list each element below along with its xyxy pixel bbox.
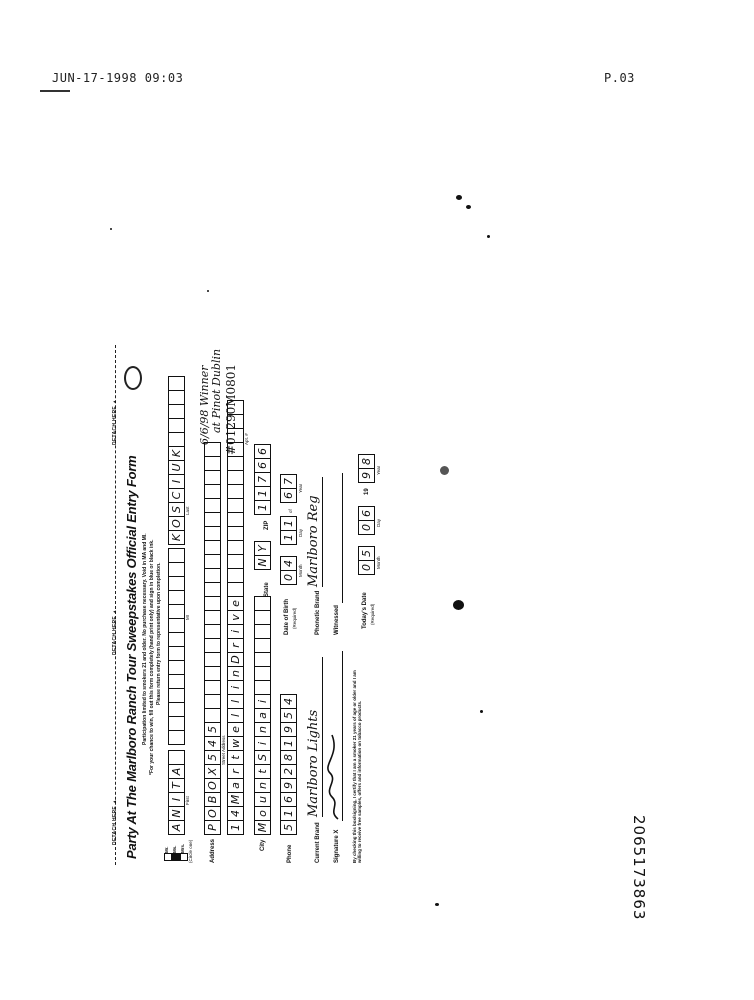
first-label: First [185, 796, 190, 805]
entry-box[interactable]: I [168, 792, 185, 807]
header-scratch [40, 90, 70, 92]
entry-box[interactable]: 5 [204, 722, 221, 737]
entry-box[interactable]: r [227, 764, 244, 779]
scan-speck [466, 205, 471, 209]
scan-speck [207, 290, 209, 292]
entry-box[interactable]: 5 [280, 708, 297, 723]
entry-box[interactable]: 5 [358, 546, 375, 561]
entry-box[interactable]: 1 [227, 820, 244, 835]
entry-box[interactable]: 1 [280, 806, 297, 821]
entry-box[interactable]: 6 [358, 506, 375, 521]
entry-box-empty[interactable] [204, 512, 221, 527]
dob-year-boxes[interactable] [280, 475, 297, 503]
entry-box[interactable]: 0 [358, 560, 375, 575]
month-label: Month [298, 564, 303, 577]
entry-box-empty[interactable] [227, 568, 244, 583]
entry-box-empty[interactable] [254, 610, 271, 625]
entry-box[interactable]: N [168, 806, 185, 821]
scan-speck [480, 710, 483, 713]
entry-box-empty[interactable] [168, 702, 185, 717]
address-label: Address [210, 838, 216, 863]
entry-box[interactable]: 4 [227, 806, 244, 821]
entry-box-empty[interactable] [168, 548, 185, 563]
document-number: 2065173863 [630, 815, 648, 921]
today-year-boxes[interactable] [358, 455, 375, 483]
witnessed-line [342, 473, 343, 603]
label-mr: Mr. [164, 846, 169, 853]
entry-box[interactable]: A [168, 764, 185, 779]
entry-box-empty[interactable] [204, 652, 221, 667]
entry-box[interactable]: K [168, 446, 185, 461]
entry-box-empty[interactable] [204, 624, 221, 639]
todays-date-required: (Required) [370, 603, 375, 625]
entry-box[interactable]: A [168, 820, 185, 835]
entry-box[interactable]: N [254, 555, 271, 570]
entry-box-empty[interactable] [168, 590, 185, 605]
entry-box-empty[interactable] [168, 750, 185, 765]
entry-box-empty[interactable] [227, 456, 244, 471]
entry-box[interactable]: 0 [280, 570, 297, 585]
entry-box-empty[interactable] [168, 404, 185, 419]
entry-box[interactable]: 2 [280, 764, 297, 779]
entry-box[interactable]: 8 [280, 750, 297, 765]
detach-label: DETACH HERE ▲ [112, 609, 118, 655]
entry-box[interactable]: 1 [280, 736, 297, 751]
entry-box[interactable]: v [227, 610, 244, 625]
entry-box-empty[interactable] [204, 582, 221, 597]
entry-box-empty[interactable] [168, 674, 185, 689]
today-day-boxes[interactable] [358, 507, 375, 535]
scan-speck [110, 228, 112, 230]
entry-box-empty[interactable] [204, 540, 221, 555]
phonetic-brand-label: Phonetic Brand [315, 590, 321, 635]
state-label: State [264, 582, 270, 597]
entry-box[interactable]: 8 [358, 454, 375, 469]
entry-box[interactable]: C [168, 488, 185, 503]
entry-box-empty[interactable] [168, 376, 185, 391]
entry-box[interactable]: M [254, 820, 271, 835]
checkbox-mr[interactable] [164, 853, 172, 861]
entry-box[interactable]: Y [254, 541, 271, 556]
entry-box-empty[interactable] [168, 730, 185, 745]
entry-box[interactable]: 5 [204, 750, 221, 765]
entry-box[interactable]: D [227, 652, 244, 667]
entry-box[interactable]: S [168, 502, 185, 517]
street-address-2-boxes[interactable] [227, 401, 244, 835]
entry-box[interactable]: O [204, 806, 221, 821]
dob-required: (Required) [292, 607, 297, 629]
current-brand-label: Current Brand [315, 822, 321, 863]
fax-datetime: JUN-17-1998 09:03 [52, 71, 184, 85]
today-month-label: Month [376, 556, 381, 569]
first-name-extra [168, 549, 185, 745]
entry-box[interactable]: n [254, 778, 271, 793]
label-mrs: Mrs. [180, 843, 185, 853]
entry-box[interactable]: T [168, 778, 185, 793]
entry-box-empty[interactable] [204, 554, 221, 569]
entry-box-empty[interactable] [168, 716, 185, 731]
entry-box-empty[interactable] [168, 432, 185, 447]
dob-label: Date of Birth [284, 599, 290, 635]
entry-box-empty[interactable] [204, 470, 221, 485]
last-label: Last [185, 506, 190, 515]
fine-print-3: Please return entry form to representative upon completion. [156, 562, 162, 705]
entry-box[interactable]: w [227, 736, 244, 751]
form-title: Party At The Marlboro Ranch Tour Sweepstakes Official Entry Form [124, 455, 139, 859]
entry-box-empty[interactable] [168, 562, 185, 577]
apt-label: Apt. # [244, 433, 249, 445]
entry-box-empty[interactable] [254, 596, 271, 611]
entry-box-empty[interactable] [204, 498, 221, 513]
entry-box-empty[interactable] [254, 666, 271, 681]
fine-print-2: *For your chance to win, fill out this form completely (hand print only) and sign in blue or black ink. [149, 539, 155, 775]
scan-speck [487, 235, 490, 238]
entry-box[interactable]: 1 [254, 486, 271, 501]
street-label: Street Address [221, 735, 226, 765]
first-name-boxes[interactable] [168, 751, 185, 835]
entry-box-empty[interactable] [168, 390, 185, 405]
entry-box-empty[interactable] [204, 610, 221, 625]
entry-box-empty[interactable] [227, 554, 244, 569]
entry-box[interactable]: i [227, 680, 244, 695]
entry-box[interactable]: l [227, 708, 244, 723]
signature-scribble[interactable] [326, 731, 342, 821]
entry-box[interactable]: X [204, 764, 221, 779]
zip-label: ZIP [264, 520, 270, 530]
city-label: City [260, 839, 266, 851]
entry-box[interactable]: 9 [280, 722, 297, 737]
entry-box-empty[interactable] [204, 708, 221, 723]
entry-box-empty[interactable] [227, 470, 244, 485]
entry-box[interactable]: e [227, 596, 244, 611]
annotation-winner: 6/6/98 Winner [198, 365, 211, 445]
entry-box[interactable]: 0 [358, 520, 375, 535]
entry-box[interactable]: 4 [280, 694, 297, 709]
circle-one-label: (Circle one) [188, 839, 193, 863]
entry-box-empty[interactable] [204, 638, 221, 653]
signature-label: Signature X [334, 829, 340, 863]
signature-line [342, 651, 343, 821]
entry-box[interactable]: 9 [280, 778, 297, 793]
day-label: Day [298, 528, 303, 537]
city-boxes[interactable] [254, 597, 271, 835]
entry-box-empty[interactable] [204, 526, 221, 541]
of-label: of [288, 509, 293, 513]
entry-box[interactable]: U [168, 460, 185, 475]
fax-page-number: P.03 [604, 71, 635, 85]
entry-box[interactable]: t [254, 764, 271, 779]
witnessed-label: Witnessed [334, 605, 340, 635]
legal-text: By checking this box/signing, I certify that I am a smoker 21 years of age or older and I am willing to receive free samples, offers and information on tobacco products. [352, 670, 362, 863]
entry-box[interactable]: I [168, 474, 185, 489]
entry-box-empty[interactable] [227, 540, 244, 555]
entry-box[interactable]: 6 [280, 488, 297, 503]
entry-box-empty[interactable] [227, 512, 244, 527]
checkbox-mrs[interactable] [180, 853, 188, 861]
entry-box[interactable]: i [254, 736, 271, 751]
entry-box[interactable]: 7 [254, 472, 271, 487]
detach-label: DETACH HERE ▲ [112, 799, 118, 845]
entry-box[interactable]: M [227, 792, 244, 807]
entry-box-empty[interactable] [168, 646, 185, 661]
entry-box-empty[interactable] [204, 666, 221, 681]
entry-box-empty[interactable] [227, 582, 244, 597]
entry-box[interactable]: a [227, 778, 244, 793]
todays-date-label: Today's Date [362, 592, 368, 629]
entry-box-empty[interactable] [254, 652, 271, 667]
entry-box-empty[interactable] [168, 618, 185, 633]
entry-box[interactable]: P [204, 820, 221, 835]
entry-box-empty[interactable] [204, 694, 221, 709]
checkbox-ms[interactable] [172, 853, 180, 861]
entry-box[interactable]: 4 [204, 736, 221, 751]
entry-box-empty[interactable] [168, 660, 185, 675]
annotation-location: at Pinot Dublin [210, 348, 223, 433]
entry-box[interactable]: 1 [280, 530, 297, 545]
entry-box[interactable]: 1 [254, 500, 271, 515]
entry-box-empty[interactable] [227, 484, 244, 499]
annotation-code: #01290M0801 [224, 363, 238, 455]
entry-box[interactable]: O [204, 778, 221, 793]
street-address-1-boxes[interactable] [204, 443, 221, 835]
entry-box-empty[interactable] [254, 680, 271, 695]
scan-speck [456, 195, 462, 200]
entry-box-empty[interactable] [168, 688, 185, 703]
entry-box[interactable]: 6 [280, 792, 297, 807]
phone-label: Phone [287, 844, 293, 863]
phonetic-brand-line [322, 477, 323, 587]
last-name-boxes[interactable] [168, 377, 185, 545]
entry-box-empty[interactable] [254, 624, 271, 639]
zip-boxes[interactable] [254, 445, 271, 515]
entry-box-empty[interactable] [204, 484, 221, 499]
mi-label: MI [185, 615, 190, 620]
entry-box[interactable]: l [227, 694, 244, 709]
entry-box[interactable]: 9 [358, 468, 375, 483]
current-brand-line [322, 657, 323, 817]
entry-box[interactable]: a [254, 708, 271, 723]
entry-box-empty[interactable] [204, 680, 221, 695]
century-label: 19 [364, 488, 370, 495]
current-brand-value[interactable]: Marlboro Lights [306, 709, 321, 817]
year-label: Year [298, 483, 303, 493]
entry-box-empty[interactable] [254, 638, 271, 653]
today-day-label: Day [376, 518, 381, 527]
entry-box-empty[interactable] [168, 632, 185, 647]
entry-box[interactable]: u [254, 792, 271, 807]
entry-box[interactable]: B [204, 792, 221, 807]
entry-form [112, 345, 632, 863]
today-month-boxes[interactable] [358, 547, 375, 575]
entry-box-empty[interactable] [168, 604, 185, 619]
entry-box-empty[interactable] [227, 498, 244, 513]
entry-box[interactable]: n [254, 722, 271, 737]
entry-box[interactable]: S [254, 750, 271, 765]
entry-box[interactable]: o [254, 806, 271, 821]
entry-box[interactable]: i [254, 694, 271, 709]
entry-box-empty[interactable] [227, 526, 244, 541]
entry-box[interactable]: 1 [280, 516, 297, 531]
entry-box-empty[interactable] [204, 596, 221, 611]
entry-box-empty[interactable] [204, 568, 221, 583]
entry-box[interactable]: K [168, 530, 185, 545]
today-year-label: Year [376, 465, 381, 475]
entry-box[interactable]: r [227, 638, 244, 653]
entry-box-empty[interactable] [168, 576, 185, 591]
detach-label: DETACH HERE ▲ [112, 399, 118, 445]
dob-month-boxes[interactable] [280, 557, 297, 585]
entry-box[interactable]: 6 [254, 444, 271, 459]
entry-box[interactable]: 6 [254, 458, 271, 473]
phone-boxes[interactable] [280, 695, 297, 835]
phonetic-brand-value[interactable]: Marlboro Reg [306, 495, 321, 587]
entry-box[interactable]: i [227, 624, 244, 639]
fine-print-1: Participation limited to smokers 21 and older. No purchase necessary. Void in MA and MI. [142, 533, 148, 745]
entry-box-empty[interactable] [168, 418, 185, 433]
entry-box[interactable]: 5 [280, 820, 297, 835]
entry-box-empty[interactable] [204, 456, 221, 471]
scan-speck [435, 903, 439, 906]
entry-box[interactable]: 7 [280, 474, 297, 489]
state-boxes[interactable] [254, 542, 271, 570]
circle-mark [124, 366, 142, 390]
entry-box[interactable]: 4 [280, 556, 297, 571]
entry-box[interactable]: e [227, 722, 244, 737]
entry-box[interactable]: O [168, 516, 185, 531]
label-ms: Ms. [172, 845, 177, 853]
dob-day-boxes[interactable] [280, 517, 297, 545]
entry-box[interactable]: t [227, 750, 244, 765]
entry-box[interactable]: n [227, 666, 244, 681]
